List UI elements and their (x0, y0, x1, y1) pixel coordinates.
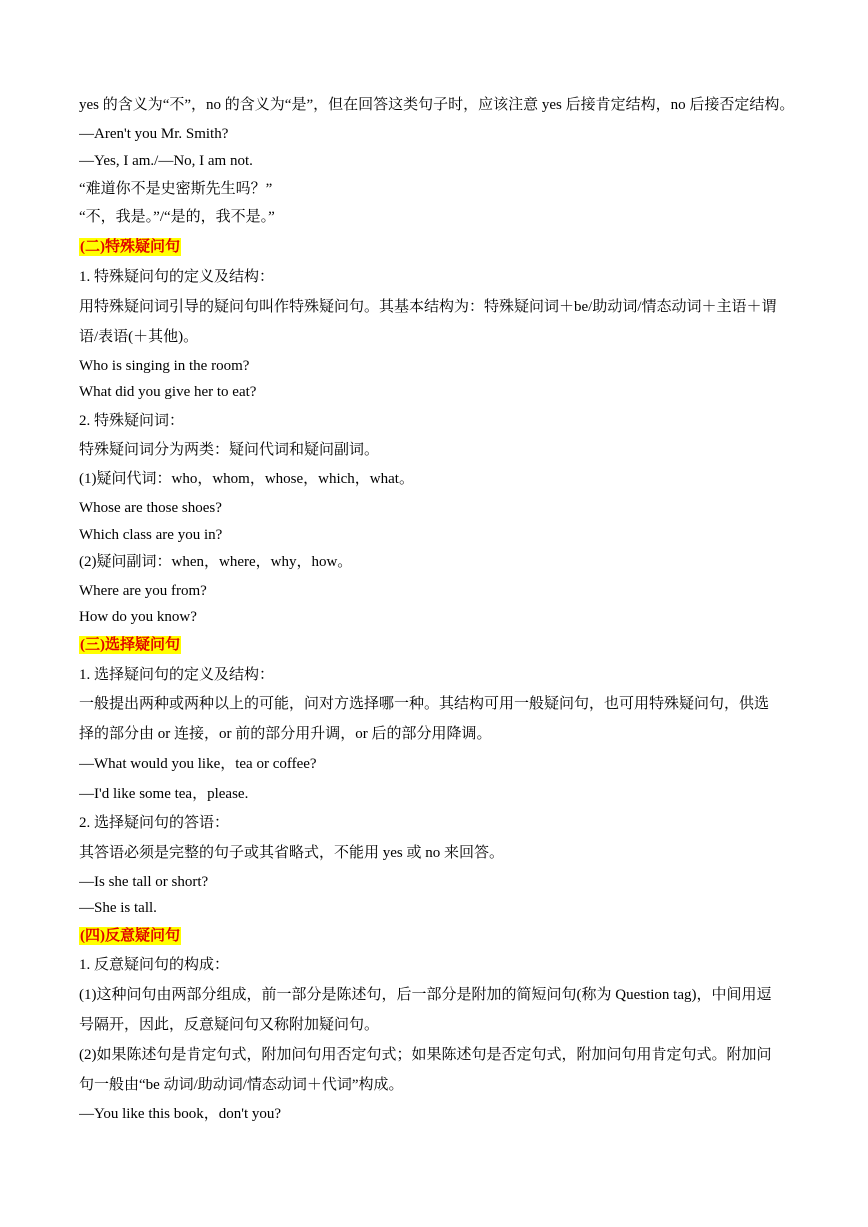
subheading-line: 1. 选择疑问句的定义及结构： (79, 667, 275, 683)
paragraph-line: 号隔开，因此，反意疑问句又称附加疑问句。 (79, 1017, 380, 1033)
example-line: Who is singing in the room? (79, 358, 250, 374)
paragraph-line: 其答语必须是完整的句子或其省略式，不能用 yes 或 no 来回答。 (79, 845, 504, 861)
subheading-line: 2. 特殊疑问词： (79, 413, 185, 429)
paragraph-line: (1)这种问句由两部分组成，前一部分是陈述句，后一部分是附加的简短问句(称为 Question tag)，中间用逗 (79, 987, 772, 1003)
example-line: Which class are you in? (79, 527, 223, 543)
example-line: —Is she tall or short? (79, 874, 209, 890)
section-heading-3 (79, 636, 795, 654)
paragraph-line: yes 的含义为“不”，no 的含义为“是”，但在回答这类句子时，应该注意 yes 后接肯定结构，no 后接否定结构。 (79, 97, 795, 113)
translation-line: “不，我是。”/“是的，我不是。” (79, 209, 275, 225)
subheading-line: 1. 反意疑问句的构成： (79, 957, 230, 973)
example-line: —Aren't you Mr. Smith? (79, 126, 229, 142)
section-heading-text: (三)选择疑问句 (80, 637, 180, 653)
paragraph-line: 用特殊疑问词引导的疑问句叫作特殊疑问句。其基本结构为：特殊疑问词＋be/助动词/情态动词＋主语＋谓 (79, 299, 777, 315)
example-line: —She is tall. (79, 900, 157, 916)
paragraph-line: 特殊疑问词分为两类：疑问代词和疑问副词。 (79, 442, 380, 458)
example-line: —You like this book，don't you? (79, 1106, 282, 1122)
example-line: —I'd like some tea，please. (79, 786, 249, 802)
paragraph-line: 一般提出两种或两种以上的可能，问对方选择哪一种。其结构可用一般疑问句，也可用特殊疑问句，供选 (79, 696, 770, 712)
subheading-line: 1. 特殊疑问句的定义及结构： (79, 269, 275, 285)
section-heading-text: (二)特殊疑问句 (80, 239, 180, 255)
example-line: Whose are those shoes? (79, 500, 222, 516)
paragraph-line: (1)疑问代词：who，whom，whose，which，what。 (79, 471, 414, 487)
translation-line: “难道你不是史密斯先生吗？” (79, 181, 273, 197)
example-line: Where are you from? (79, 583, 207, 599)
example-line: What did you give her to eat? (79, 384, 257, 400)
example-line: —What would you like，tea or coffee? (79, 756, 317, 772)
paragraph-line: (2)疑问副词：when，where，why，how。 (79, 554, 353, 570)
paragraph-line: 语/表语(＋其他)。 (79, 329, 199, 345)
example-line: How do you know? (79, 609, 197, 625)
section-heading-4 (79, 927, 795, 945)
paragraph-line: 句一般由“be 动词/助动词/情态动词＋代词”构成。 (79, 1077, 404, 1093)
subheading-line: 2. 选择疑问句的答语： (79, 815, 230, 831)
paragraph-line: 择的部分由 or 连接，or 前的部分用升调，or 后的部分用降调。 (79, 726, 492, 742)
section-heading-2 (79, 238, 795, 256)
example-line: —Yes, I am./—No, I am not. (79, 153, 253, 169)
section-heading-text: (四)反意疑问句 (80, 928, 180, 944)
paragraph-line: (2)如果陈述句是肯定句式，附加问句用否定句式；如果陈述句是否定句式，附加问句用肯定句式。附加问 (79, 1047, 772, 1063)
